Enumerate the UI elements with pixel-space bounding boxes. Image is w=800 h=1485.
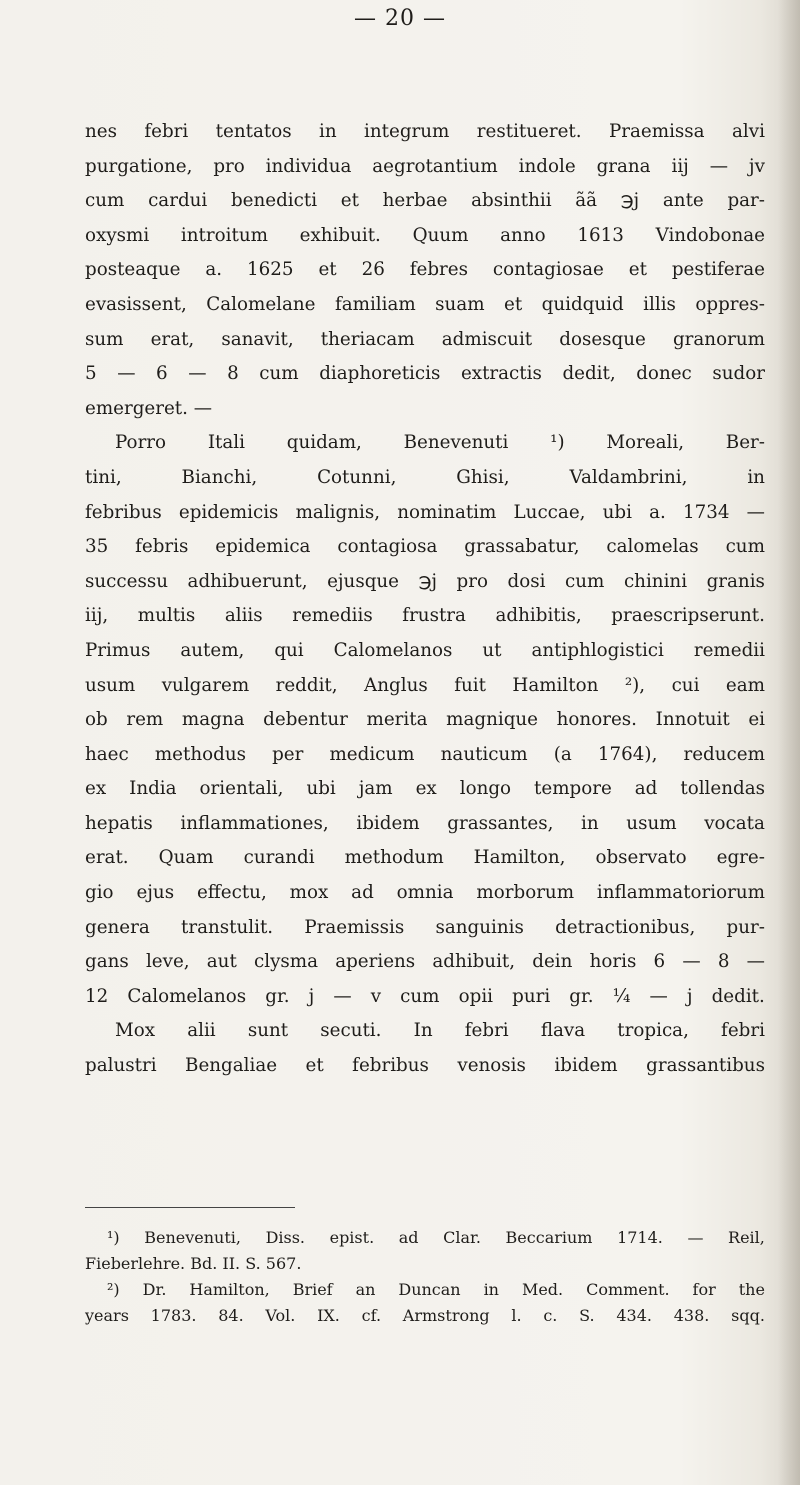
text-line: 5 — 6 — 8 cum diaphoreticis extractis dedit, donec sudor [85, 363, 765, 385]
text-line: iij, multis aliis remediis frustra adhibitis, praescripserunt. [85, 605, 765, 627]
text-line: evasissent, Calomelane familiam suam et quidquid illis oppres- [85, 293, 765, 315]
text-line: successu adhibuerunt, ejusque ℈j pro dosi cum chinini granis [85, 570, 765, 592]
text-line: oxysmi introitum exhibuit. Quum anno 1613 Vindobonae [85, 224, 765, 246]
text-line: genera transtulit. Praemissis sanguinis detractionibus, pur- [85, 916, 765, 938]
text-line: 12 Calomelanos gr. j — v cum opii puri gr. ¼ — j dedit. [85, 985, 765, 1007]
text-line: Mox alii sunt secuti. In febri flava tropica, febri [115, 1020, 765, 1042]
footnote-rule [85, 1207, 295, 1208]
text-line: gans leve, aut clysma aperiens adhibuit, dein horis 6 — 8 — [85, 951, 765, 973]
text-line: erat. Quam curandi methodum Hamilton, observato egre- [85, 847, 765, 869]
page-edge-shadow [778, 0, 800, 1485]
text-line: haec methodus per medicum nauticum (a 1764), reducem [85, 743, 765, 765]
text-line: ob rem magna debentur merita magnique honores. Innotuit ei [85, 709, 765, 731]
text-line: Porro Itali quidam, Benevenuti ¹) Moreali, Ber- [115, 432, 765, 454]
text-line: sum erat, sanavit, theriacam admiscuit dosesque granorum [85, 328, 765, 350]
text-line: ex India orientali, ubi jam ex longo tempore ad tollendas [85, 778, 765, 800]
footnote-line: ²) Dr. Hamilton, Brief an Duncan in Med. Comment. for the [107, 1280, 765, 1299]
text-line: febribus epidemicis malignis, nominatim Luccae, ubi a. 1734 — [85, 501, 765, 523]
footnote-line: ¹) Benevenuti, Diss. epist. ad Clar. Beccarium 1714. — Reil, [107, 1228, 765, 1247]
text-line: purgatione, pro individua aegrotantium indole grana iij — jv [85, 155, 765, 177]
text-line: Primus autem, qui Calomelanos ut antiphlogistici remedii [85, 639, 765, 661]
text-line: posteaque a. 1625 et 26 febres contagiosae et pestiferae [85, 259, 765, 281]
text-line: usum vulgarem reddit, Anglus fuit Hamilton ²), cui eam [85, 674, 765, 696]
text-line: emergeret. — [85, 397, 213, 419]
main-text-block [85, 115, 765, 1084]
text-line: 35 febris epidemica contagiosa grassabatur, calomelas cum [85, 536, 765, 558]
footnotes-block [85, 1225, 765, 1329]
text-line: nes febri tentatos in integrum restitueret. Praemissa alvi [85, 121, 765, 142]
text-line: cum cardui benedicti et herbae absinthii ãã ℈j ante par- [85, 190, 765, 212]
text-line: palustri Bengaliae et febribus venosis ibidem grassantibus [85, 1055, 765, 1077]
text-line: gio ejus effectu, mox ad omnia morborum inflammatoriorum [85, 882, 765, 904]
page-number-header: — 20 — [354, 6, 446, 31]
footnote-line: years 1783. 84. Vol. IX. cf. Armstrong l. c. S. 434. 438. sqq. [85, 1306, 765, 1325]
text-line: tini, Bianchi, Cotunni, Ghisi, Valdambrini, in [85, 466, 765, 488]
footnote-line: Fieberlehre. Bd. II. S. 567. [85, 1254, 302, 1273]
text-line: hepatis inflammationes, ibidem grassantes, in usum vocata [85, 812, 765, 834]
